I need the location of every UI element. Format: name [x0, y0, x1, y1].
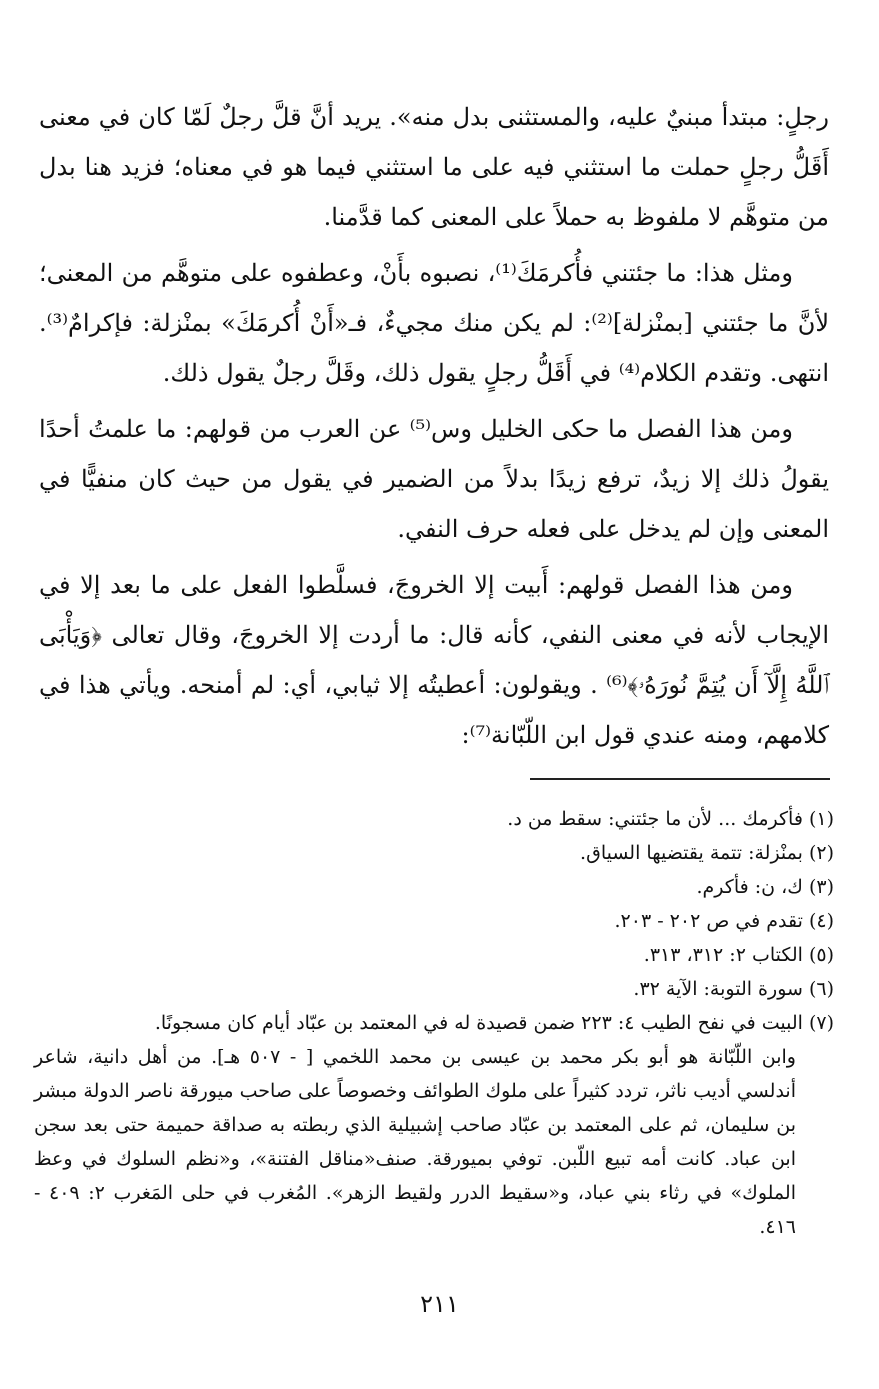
footnote-number: (٥) — [808, 944, 834, 966]
footnotes-section — [34, 802, 834, 1244]
footnote-number: (٧) — [808, 1012, 834, 1034]
page-number: ٢١١ — [420, 1290, 459, 1318]
footnote-2 — [34, 836, 834, 870]
footnote-divider — [530, 778, 830, 780]
footnote-7 — [34, 1006, 834, 1040]
footnote-number: (٤) — [808, 910, 834, 932]
paragraph-3: ومن هذا الفصل ما حكى الخليل وس⁽⁵⁾ عن العرب من قولهم: ما علمتُ أحدًا يقولُ ذلك إلا زيدٌ، ترفع زيدًا بدلاً من الضمير في يقول من حيث كان منفيًّا في المعنى وإن لم يدخل على فعله حرف النفي. — [39, 415, 829, 543]
footnote-text: سورة التوبة: الآية ٣٢. — [633, 978, 803, 1000]
footnote-number: (٦) — [808, 978, 834, 1000]
footnote-number: (١) — [808, 808, 834, 830]
footnote-number: (٢) — [808, 842, 834, 864]
paragraph-4: ومن هذا الفصل قولهم: أَبيت إلا الخروجَ، فسلَّطوا الفعل على ما بعد إلا في الإيجاب لأنه في معنى النفي، كأنه قال: ما أردت إلا الخروجَ، وقال تعالى ﴿وَيَأْبَى ٱللَّهُ إِلَّآ أَن يُتِمَّ نُورَهُۥ﴾⁽⁶⁾ . ويقولون: أعطيتُه إلا ثيابي، أي: لم أمنحه. ويأتي هذا في كلامهم، ومنه عندي قول ابن اللّبّانة⁽⁷⁾: — [39, 571, 829, 749]
footnote-number: (٣) — [808, 876, 834, 898]
footnote-text: تقدم في ص ٢٠٢ - ٢٠٣. — [614, 910, 803, 932]
footnote-text: فأكرمك ... لأن ما جئتني: سقط من د. — [507, 808, 803, 830]
footnote-7-continuation: وابن اللّبّانة هو أبو بكر محمد بن عيسى بن محمد اللخمي [ - ٥٠٧ هـ]. من أهل دانية، شاعر أندلسي أديب ناثر، تردد كثيراً على ملوك الطوائف وخصوصاً على صاحب ميورقة ناصر الدولة مبشر بن سليمان، ثم على المعتمد بن عبّاد صاحب إشبيلية الذي ربطته به صداقة حميمة حتى بعد سجن ابن عباد. كانت أمه تبيع اللّبن. توفي بميورقة. صنف«مناقل الفتنة»، و«نظم السلوك في وعظ الملوك» في رثاء بني عباد، و«سقيط الدرر ولقيط الزهر». المُغرب في حلى المَغرب ٢: ٤٠٩ - ٤١٦. — [34, 1046, 796, 1238]
paragraph-1: رجلٍ: مبتدأ مبنيٌ عليه، والمستثنى بدل منه». يريد أنَّ قلَّ رجلٌ لَمّا كان في معنى أَقَلُّ رجلٍ حملت ما استثني فيه على ما استثني فيما هو في معناه؛ فزيد هنا بدل من متوهَّم لا ملفوظ به حملاً على المعنى كما قدَّمنا. — [39, 103, 829, 231]
footnote-text: البيت في نفح الطيب ٤: ٢٢٣ ضمن قصيدة له في المعتمد بن عبّاد أيام كان مسجونًا. — [154, 1012, 803, 1034]
footnote-text: ك، ن: فأكرم. — [696, 876, 803, 898]
main-text-body — [39, 92, 829, 766]
footnote-5 — [34, 938, 834, 972]
footnote-3 — [34, 870, 834, 904]
footnote-6 — [34, 972, 834, 1006]
footnote-4 — [34, 904, 834, 938]
paragraph-2: ومثل هذا: ما جئتني فأُكرمَكَ⁽¹⁾، نصبوه بأَنْ، وعطفوه على متوهَّم من المعنى؛ لأنَّ ما جئتني [بمنْزلة]⁽²⁾: لم يكن منك مجيءٌ، فـ«أَنْ أُكرمَكَ» بمنْزلة: فإكرامٌ⁽³⁾. انتهى. وتقدم الكلام⁽⁴⁾ في أَقَلُّ رجلٍ يقول ذلك، وقَلَّ رجلٌ يقول ذلك. — [39, 259, 830, 387]
footnote-text: الكتاب ٢: ٣١٢، ٣١٣. — [643, 944, 803, 966]
footnote-text: بمنْزلة: تتمة يقتضيها السياق. — [580, 842, 803, 864]
footnote-1 — [34, 802, 834, 836]
